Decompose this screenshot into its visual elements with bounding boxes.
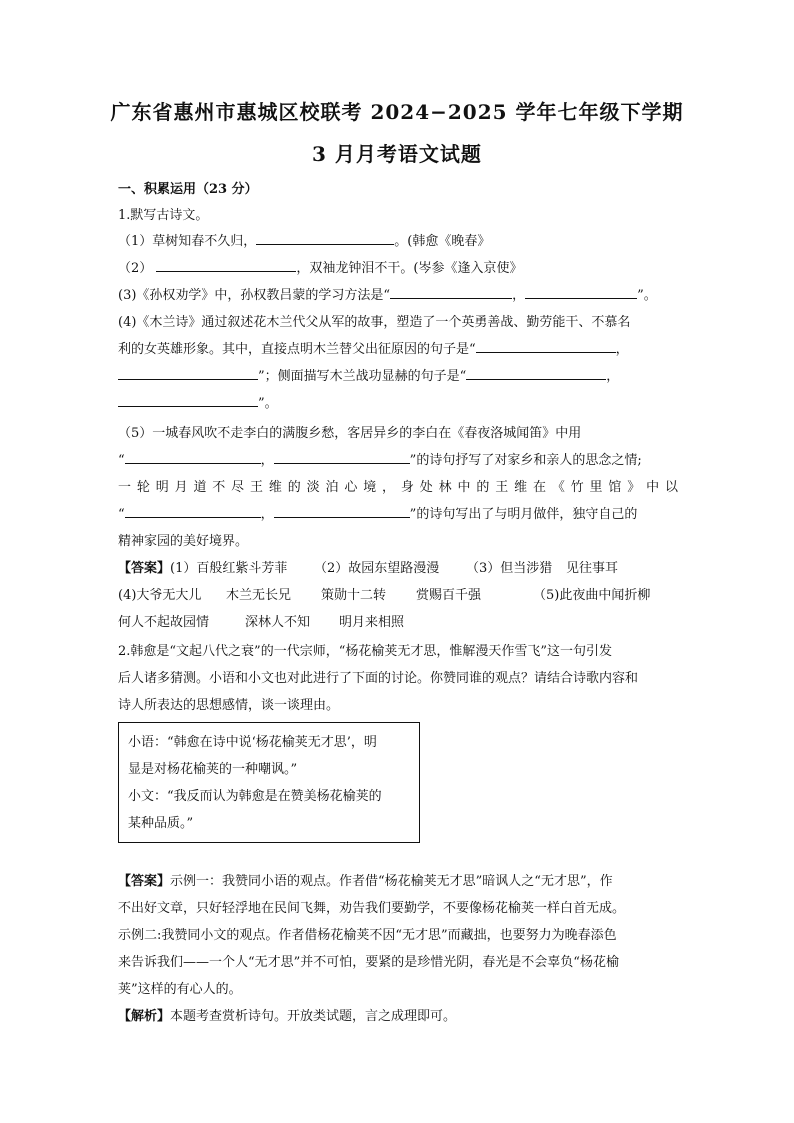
q2-stem-line1: 2.韩愈是“文起八代之衰”的一代宗师，“杨花榆荚无才思，惟解漫天作雪飞”这一句引发 <box>118 644 612 659</box>
q1-part4-line4 <box>118 394 678 414</box>
answer-item: 策勋十二转 <box>321 588 387 603</box>
answer-blank <box>274 505 410 518</box>
q2-answer-line1 <box>118 872 678 892</box>
q2-answer-line3: 示例二:我赞同小文的观点。作者借杨花榆荚不因“无才思”而藏拙，也要努力为晚春添色 <box>118 928 617 943</box>
answer-blank <box>466 367 606 380</box>
q1-part3-text-b: ， <box>512 288 526 303</box>
discussion-line-4: 某种品质。” <box>128 816 194 831</box>
q1-part4-line2-text-b: ， <box>615 342 629 357</box>
q2-answer-text: 示例一：我赞同小语的观点。作者借“杨花榆荚无才思”暗讽人之“无才思”，作 <box>170 874 613 889</box>
answer-item: （3）但当涉猎 <box>466 561 553 576</box>
discussion-line-1: 小语：“韩愈在诗中说‘杨花榆荚无才思’，明 <box>128 735 377 750</box>
answer-item: （5)此夜曲中闻折柳 <box>533 588 651 603</box>
q1-part2-text-a: （2） <box>118 261 153 276</box>
q1-part5-line4 <box>118 505 678 525</box>
analysis-label: 【解析】 <box>118 1009 171 1024</box>
answer-blank <box>390 286 512 299</box>
q2-stem-line3: 诗人所表达的思想感情，谈一谈理由。 <box>118 698 340 713</box>
q1-part5-line3: 一轮明月道不尽王维的淡泊心境，身处林中的王维在《竹里馆》中以 <box>118 480 678 495</box>
answer-item: 见往事耳 <box>566 561 619 576</box>
answer-item: 何人不起故园情 <box>118 615 210 630</box>
answer-item: (1）百般红紫斗芳菲 <box>170 561 288 576</box>
answer-item: 木兰无长兄 <box>226 588 292 603</box>
q1-part1-text-a: （1）草树知春不久归， <box>118 234 257 249</box>
q1-part1-text-b: 。(韩愈《晚春》 <box>394 234 491 249</box>
q2-analysis <box>118 1007 678 1027</box>
q1-part5-line5: 精神家园的美好境界。 <box>118 534 249 549</box>
q1-part5-line4-text-b: ， <box>260 507 274 522</box>
q1-part5-line2-text-b: ， <box>260 453 274 468</box>
section-heading: 一、积累运用（23 分） <box>118 182 258 197</box>
answer-label: 【答案】 <box>118 874 171 889</box>
q2-answer-line5: 荚”这样的有心人的。 <box>118 982 242 997</box>
q1-part1 <box>118 232 678 252</box>
answer-item: 明月来相照 <box>339 615 405 630</box>
q2-answer-line4: 来告诉我们——一个人“无才思”并不可怕，要紧的是珍惜光阴，春光是不会辜负“杨花榆 <box>118 955 619 970</box>
q1-part4-line3 <box>118 367 678 387</box>
q1-answer-line2 <box>118 586 678 606</box>
answer-blank <box>125 505 261 518</box>
q1-part4-line4-text: ”。 <box>258 396 278 411</box>
q1-part4-line2 <box>118 340 678 360</box>
q1-stem: 1.默写古诗文。 <box>118 208 209 223</box>
q1-answer-line3 <box>118 613 678 633</box>
q1-part5-line2-text-a: “ <box>118 453 125 468</box>
answer-blank <box>256 232 394 245</box>
answer-blank <box>118 394 258 407</box>
q1-part3-text-a: (3)《孙权劝学》中，孙权教吕蒙的学习方法是“ <box>118 288 391 303</box>
answer-blank <box>125 451 261 464</box>
q1-part5-line2-text-c: ”的诗句抒写了对家乡和亲人的思念之情; <box>409 453 642 468</box>
answer-blank <box>274 451 410 464</box>
q1-part5-line4-text-c: ”的诗句写出了与明月做伴，独守自己的 <box>409 507 638 522</box>
answer-item: (4)大爷无大儿 <box>118 588 202 603</box>
answer-label: 【答案】 <box>118 561 171 576</box>
q1-part4-line1: (4)《木兰诗》通过叙述花木兰代父从军的故事，塑造了一个英勇善战、勤劳能干、不慕名 <box>118 315 631 330</box>
title-line-2: 3 月月考语文试题 <box>312 142 482 166</box>
q1-part5-line1: （5）一城春风吹不走李白的满腹乡愁，客居异乡的李白在《春夜洛城闻笛》中用 <box>118 426 582 441</box>
discussion-line-2: 显是对杨花榆荚的一种嘲讽。” <box>128 762 298 777</box>
q1-part2 <box>118 259 678 279</box>
q1-part4-line3-text-a: ”；侧面描写木兰战功显赫的句子是“ <box>258 369 467 384</box>
q1-part3-text-c: ”。 <box>637 288 657 303</box>
q2-stem-line2: 后人诸多猜测。小语和小文也对此进行了下面的讨论。你赞同谁的观点？请结合诗歌内容和 <box>118 671 639 686</box>
q1-part5-line2 <box>118 451 678 471</box>
answer-blank <box>525 286 637 299</box>
q1-part3 <box>118 286 678 306</box>
q2-analysis-text: 本题考查赏析诗句。开放类试题，言之成理即可。 <box>170 1009 457 1024</box>
title-line-1: 广东省惠州市惠城区校联考 2024−2025 学年七年级下学期 <box>110 100 684 124</box>
q1-part2-text-b: ，双袖龙钟泪不干。(岑参《逢入京使》 <box>296 261 523 276</box>
discussion-line-3: 小文：“我反而认为韩愈是在赞美杨花榆荚的 <box>128 789 382 804</box>
answer-blank <box>118 367 258 380</box>
q1-answer-line1 <box>118 559 678 579</box>
answer-item: 赏赐百千强 <box>416 588 482 603</box>
answer-blank <box>156 259 296 272</box>
answer-blank <box>476 340 616 353</box>
discussion-box <box>118 722 420 843</box>
q1-part4-line3-text-b: ， <box>606 369 620 384</box>
answer-item: （2）故园东望路漫漫 <box>314 561 440 576</box>
q1-part5-line4-text-a: “ <box>118 507 125 522</box>
q1-part4-line2-text-a: 利的女英雄形象。其中，直接点明木兰替父出征原因的句子是“ <box>118 342 476 357</box>
q2-answer-line2: 不出好文章，只好轻浮地在民间飞舞，劝告我们要勤学，不要像杨花榆荚一样白首无成。 <box>118 901 626 916</box>
answer-item: 深林人不知 <box>245 615 311 630</box>
